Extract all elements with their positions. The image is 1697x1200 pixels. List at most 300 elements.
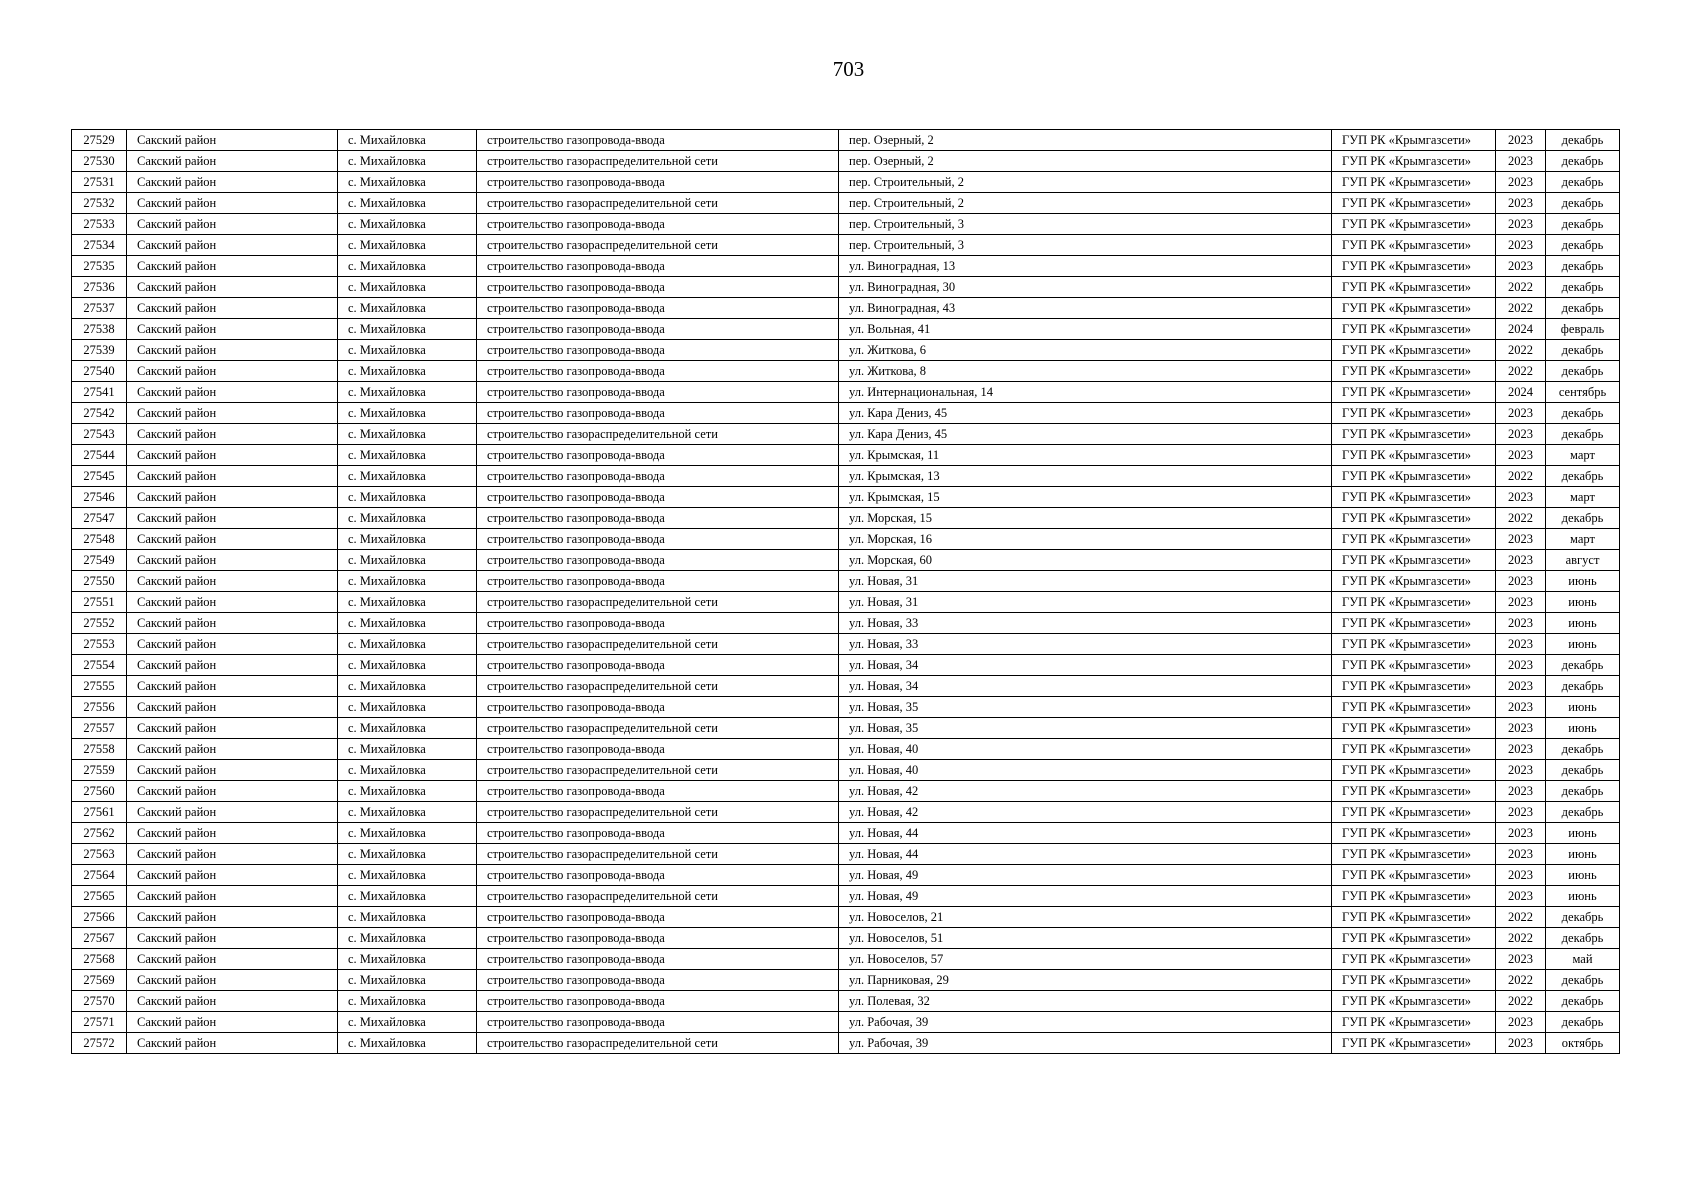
operator-cell: ГУП РК «Крымгазсети» <box>1332 256 1496 277</box>
settlement-cell: с. Михайловка <box>338 361 477 382</box>
year-cell: 2023 <box>1496 949 1546 970</box>
district-cell: Сакский район <box>127 823 338 844</box>
district-cell: Сакский район <box>127 571 338 592</box>
table-row <box>72 655 1620 676</box>
month-cell: март <box>1546 529 1620 550</box>
month-cell: декабрь <box>1546 130 1620 151</box>
work-type-cell: строительство газораспределительной сети <box>477 424 839 445</box>
district-cell: Сакский район <box>127 865 338 886</box>
year-cell: 2023 <box>1496 403 1546 424</box>
work-type-cell: строительство газопровода-ввода <box>477 277 839 298</box>
year-cell: 2023 <box>1496 445 1546 466</box>
table-row <box>72 130 1620 151</box>
address-cell: ул. Парниковая, 29 <box>839 970 1332 991</box>
settlement-cell: с. Михайловка <box>338 949 477 970</box>
district-cell: Сакский район <box>127 697 338 718</box>
address-cell: ул. Крымская, 13 <box>839 466 1332 487</box>
table-row <box>72 193 1620 214</box>
row-number-cell: 27531 <box>72 172 127 193</box>
work-type-cell: строительство газораспределительной сети <box>477 235 839 256</box>
month-cell: июнь <box>1546 865 1620 886</box>
year-cell: 2022 <box>1496 508 1546 529</box>
address-cell: ул. Новая, 42 <box>839 781 1332 802</box>
address-cell: ул. Новая, 49 <box>839 865 1332 886</box>
operator-cell: ГУП РК «Крымгазсети» <box>1332 235 1496 256</box>
operator-cell: ГУП РК «Крымгазсети» <box>1332 487 1496 508</box>
settlement-cell: с. Михайловка <box>338 193 477 214</box>
work-type-cell: строительство газопровода-ввода <box>477 907 839 928</box>
district-cell: Сакский район <box>127 991 338 1012</box>
address-cell: ул. Новая, 40 <box>839 739 1332 760</box>
row-number-cell: 27564 <box>72 865 127 886</box>
operator-cell: ГУП РК «Крымгазсети» <box>1332 655 1496 676</box>
row-number-cell: 27561 <box>72 802 127 823</box>
gasification-registry-table <box>71 129 1620 1054</box>
operator-cell: ГУП РК «Крымгазсети» <box>1332 592 1496 613</box>
month-cell: декабрь <box>1546 235 1620 256</box>
table-row <box>72 970 1620 991</box>
row-number-cell: 27548 <box>72 529 127 550</box>
row-number-cell: 27557 <box>72 718 127 739</box>
address-cell: ул. Виноградная, 43 <box>839 298 1332 319</box>
settlement-cell: с. Михайловка <box>338 823 477 844</box>
district-cell: Сакский район <box>127 592 338 613</box>
work-type-cell: строительство газораспределительной сети <box>477 634 839 655</box>
year-cell: 2023 <box>1496 823 1546 844</box>
work-type-cell: строительство газораспределительной сети <box>477 802 839 823</box>
address-cell: пер. Озерный, 2 <box>839 151 1332 172</box>
work-type-cell: строительство газопровода-ввода <box>477 991 839 1012</box>
year-cell: 2023 <box>1496 193 1546 214</box>
operator-cell: ГУП РК «Крымгазсети» <box>1332 361 1496 382</box>
row-number-cell: 27562 <box>72 823 127 844</box>
row-number-cell: 27571 <box>72 1012 127 1033</box>
month-cell: июнь <box>1546 592 1620 613</box>
year-cell: 2023 <box>1496 655 1546 676</box>
year-cell: 2023 <box>1496 214 1546 235</box>
district-cell: Сакский район <box>127 214 338 235</box>
operator-cell: ГУП РК «Крымгазсети» <box>1332 466 1496 487</box>
row-number-cell: 27559 <box>72 760 127 781</box>
work-type-cell: строительство газопровода-ввода <box>477 697 839 718</box>
address-cell: ул. Полевая, 32 <box>839 991 1332 1012</box>
district-cell: Сакский район <box>127 970 338 991</box>
year-cell: 2023 <box>1496 172 1546 193</box>
month-cell: август <box>1546 550 1620 571</box>
settlement-cell: с. Михайловка <box>338 130 477 151</box>
operator-cell: ГУП РК «Крымгазсети» <box>1332 697 1496 718</box>
address-cell: ул. Морская, 60 <box>839 550 1332 571</box>
settlement-cell: с. Михайловка <box>338 382 477 403</box>
work-type-cell: строительство газопровода-ввода <box>477 298 839 319</box>
table-row <box>72 865 1620 886</box>
year-cell: 2023 <box>1496 634 1546 655</box>
settlement-cell: с. Михайловка <box>338 529 477 550</box>
district-cell: Сакский район <box>127 928 338 949</box>
work-type-cell: строительство газопровода-ввода <box>477 655 839 676</box>
table-row <box>72 634 1620 655</box>
district-cell: Сакский район <box>127 634 338 655</box>
row-number-cell: 27568 <box>72 949 127 970</box>
operator-cell: ГУП РК «Крымгазсети» <box>1332 571 1496 592</box>
month-cell: декабрь <box>1546 1012 1620 1033</box>
operator-cell: ГУП РК «Крымгазсети» <box>1332 172 1496 193</box>
address-cell: ул. Виноградная, 30 <box>839 277 1332 298</box>
address-cell: ул. Интернациональная, 14 <box>839 382 1332 403</box>
table-row <box>72 592 1620 613</box>
year-cell: 2024 <box>1496 319 1546 340</box>
work-type-cell: строительство газопровода-ввода <box>477 865 839 886</box>
month-cell: март <box>1546 445 1620 466</box>
work-type-cell: строительство газораспределительной сети <box>477 718 839 739</box>
table-row <box>72 676 1620 697</box>
year-cell: 2023 <box>1496 886 1546 907</box>
month-cell: декабрь <box>1546 277 1620 298</box>
work-type-cell: строительство газопровода-ввода <box>477 550 839 571</box>
table-row <box>72 760 1620 781</box>
table-row <box>72 907 1620 928</box>
table-row <box>72 529 1620 550</box>
table-row <box>72 487 1620 508</box>
year-cell: 2023 <box>1496 697 1546 718</box>
operator-cell: ГУП РК «Крымгазсети» <box>1332 865 1496 886</box>
month-cell: декабрь <box>1546 928 1620 949</box>
month-cell: декабрь <box>1546 361 1620 382</box>
month-cell: июнь <box>1546 718 1620 739</box>
table-row <box>72 802 1620 823</box>
table-row <box>72 1033 1620 1054</box>
table-row <box>72 550 1620 571</box>
work-type-cell: строительство газораспределительной сети <box>477 193 839 214</box>
year-cell: 2023 <box>1496 151 1546 172</box>
row-number-cell: 27546 <box>72 487 127 508</box>
operator-cell: ГУП РК «Крымгазсети» <box>1332 739 1496 760</box>
year-cell: 2022 <box>1496 298 1546 319</box>
settlement-cell: с. Михайловка <box>338 676 477 697</box>
row-number-cell: 27554 <box>72 655 127 676</box>
settlement-cell: с. Михайловка <box>338 340 477 361</box>
address-cell: ул. Новоселов, 21 <box>839 907 1332 928</box>
address-cell: ул. Новая, 42 <box>839 802 1332 823</box>
work-type-cell: строительство газопровода-ввода <box>477 256 839 277</box>
district-cell: Сакский район <box>127 802 338 823</box>
settlement-cell: с. Михайловка <box>338 781 477 802</box>
year-cell: 2023 <box>1496 130 1546 151</box>
table-body <box>72 130 1620 1054</box>
address-cell: ул. Крымская, 15 <box>839 487 1332 508</box>
settlement-cell: с. Михайловка <box>338 424 477 445</box>
month-cell: декабрь <box>1546 907 1620 928</box>
district-cell: Сакский район <box>127 718 338 739</box>
table-row <box>72 697 1620 718</box>
table-row <box>72 949 1620 970</box>
district-cell: Сакский район <box>127 193 338 214</box>
table-row <box>72 298 1620 319</box>
address-cell: ул. Новая, 34 <box>839 655 1332 676</box>
month-cell: декабрь <box>1546 340 1620 361</box>
row-number-cell: 27543 <box>72 424 127 445</box>
settlement-cell: с. Михайловка <box>338 1012 477 1033</box>
table-row <box>72 319 1620 340</box>
address-cell: ул. Морская, 16 <box>839 529 1332 550</box>
work-type-cell: строительство газопровода-ввода <box>477 949 839 970</box>
year-cell: 2022 <box>1496 466 1546 487</box>
year-cell: 2023 <box>1496 235 1546 256</box>
district-cell: Сакский район <box>127 466 338 487</box>
work-type-cell: строительство газораспределительной сети <box>477 1033 839 1054</box>
month-cell: декабрь <box>1546 298 1620 319</box>
work-type-cell: строительство газопровода-ввода <box>477 970 839 991</box>
month-cell: июнь <box>1546 886 1620 907</box>
year-cell: 2023 <box>1496 256 1546 277</box>
district-cell: Сакский район <box>127 487 338 508</box>
operator-cell: ГУП РК «Крымгазсети» <box>1332 424 1496 445</box>
year-cell: 2023 <box>1496 760 1546 781</box>
row-number-cell: 27556 <box>72 697 127 718</box>
work-type-cell: строительство газопровода-ввода <box>477 928 839 949</box>
table-row <box>72 466 1620 487</box>
row-number-cell: 27540 <box>72 361 127 382</box>
work-type-cell: строительство газопровода-ввода <box>477 1012 839 1033</box>
settlement-cell: с. Михайловка <box>338 235 477 256</box>
district-cell: Сакский район <box>127 613 338 634</box>
row-number-cell: 27567 <box>72 928 127 949</box>
work-type-cell: строительство газораспределительной сети <box>477 886 839 907</box>
district-cell: Сакский район <box>127 340 338 361</box>
settlement-cell: с. Михайловка <box>338 718 477 739</box>
operator-cell: ГУП РК «Крымгазсети» <box>1332 949 1496 970</box>
settlement-cell: с. Михайловка <box>338 445 477 466</box>
district-cell: Сакский район <box>127 508 338 529</box>
row-number-cell: 27533 <box>72 214 127 235</box>
work-type-cell: строительство газопровода-ввода <box>477 487 839 508</box>
address-cell: ул. Рабочая, 39 <box>839 1033 1332 1054</box>
address-cell: ул. Рабочая, 39 <box>839 1012 1332 1033</box>
month-cell: декабрь <box>1546 508 1620 529</box>
district-cell: Сакский район <box>127 256 338 277</box>
month-cell: декабрь <box>1546 193 1620 214</box>
year-cell: 2023 <box>1496 613 1546 634</box>
year-cell: 2023 <box>1496 571 1546 592</box>
address-cell: ул. Новая, 35 <box>839 697 1332 718</box>
settlement-cell: с. Михайловка <box>338 760 477 781</box>
settlement-cell: с. Михайловка <box>338 886 477 907</box>
table-row <box>72 781 1620 802</box>
month-cell: сентябрь <box>1546 382 1620 403</box>
table-row <box>72 361 1620 382</box>
row-number-cell: 27539 <box>72 340 127 361</box>
settlement-cell: с. Михайловка <box>338 970 477 991</box>
settlement-cell: с. Михайловка <box>338 613 477 634</box>
work-type-cell: строительство газопровода-ввода <box>477 340 839 361</box>
row-number-cell: 27534 <box>72 235 127 256</box>
settlement-cell: с. Михайловка <box>338 508 477 529</box>
month-cell: февраль <box>1546 319 1620 340</box>
table-row <box>72 508 1620 529</box>
year-cell: 2023 <box>1496 865 1546 886</box>
work-type-cell: строительство газопровода-ввода <box>477 172 839 193</box>
year-cell: 2022 <box>1496 928 1546 949</box>
district-cell: Сакский район <box>127 445 338 466</box>
operator-cell: ГУП РК «Крымгазсети» <box>1332 298 1496 319</box>
operator-cell: ГУП РК «Крымгазсети» <box>1332 508 1496 529</box>
work-type-cell: строительство газопровода-ввода <box>477 130 839 151</box>
row-number-cell: 27535 <box>72 256 127 277</box>
row-number-cell: 27547 <box>72 508 127 529</box>
work-type-cell: строительство газопровода-ввода <box>477 214 839 235</box>
district-cell: Сакский район <box>127 655 338 676</box>
operator-cell: ГУП РК «Крымгазсети» <box>1332 1033 1496 1054</box>
month-cell: июнь <box>1546 697 1620 718</box>
district-cell: Сакский район <box>127 130 338 151</box>
work-type-cell: строительство газопровода-ввода <box>477 613 839 634</box>
row-number-cell: 27549 <box>72 550 127 571</box>
row-number-cell: 27529 <box>72 130 127 151</box>
district-cell: Сакский район <box>127 151 338 172</box>
district-cell: Сакский район <box>127 844 338 865</box>
table-row <box>72 991 1620 1012</box>
work-type-cell: строительство газопровода-ввода <box>477 382 839 403</box>
settlement-cell: с. Михайловка <box>338 592 477 613</box>
row-number-cell: 27565 <box>72 886 127 907</box>
row-number-cell: 27538 <box>72 319 127 340</box>
address-cell: пер. Строительный, 2 <box>839 172 1332 193</box>
address-cell: пер. Строительный, 3 <box>839 214 1332 235</box>
work-type-cell: строительство газопровода-ввода <box>477 529 839 550</box>
month-cell: июнь <box>1546 634 1620 655</box>
year-cell: 2023 <box>1496 550 1546 571</box>
district-cell: Сакский район <box>127 760 338 781</box>
operator-cell: ГУП РК «Крымгазсети» <box>1332 382 1496 403</box>
year-cell: 2022 <box>1496 277 1546 298</box>
operator-cell: ГУП РК «Крымгазсети» <box>1332 886 1496 907</box>
table-row <box>72 424 1620 445</box>
row-number-cell: 27563 <box>72 844 127 865</box>
row-number-cell: 27536 <box>72 277 127 298</box>
work-type-cell: строительство газопровода-ввода <box>477 508 839 529</box>
work-type-cell: строительство газораспределительной сети <box>477 844 839 865</box>
address-cell: ул. Морская, 15 <box>839 508 1332 529</box>
month-cell: декабрь <box>1546 403 1620 424</box>
settlement-cell: с. Михайловка <box>338 697 477 718</box>
year-cell: 2023 <box>1496 802 1546 823</box>
month-cell: март <box>1546 487 1620 508</box>
settlement-cell: с. Михайловка <box>338 571 477 592</box>
month-cell: декабрь <box>1546 172 1620 193</box>
table-row <box>72 928 1620 949</box>
row-number-cell: 27550 <box>72 571 127 592</box>
work-type-cell: строительство газопровода-ввода <box>477 445 839 466</box>
month-cell: декабрь <box>1546 256 1620 277</box>
month-cell: июнь <box>1546 823 1620 844</box>
operator-cell: ГУП РК «Крымгазсети» <box>1332 130 1496 151</box>
month-cell: декабрь <box>1546 214 1620 235</box>
month-cell: декабрь <box>1546 802 1620 823</box>
district-cell: Сакский район <box>127 1033 338 1054</box>
district-cell: Сакский район <box>127 382 338 403</box>
work-type-cell: строительство газопровода-ввода <box>477 361 839 382</box>
row-number-cell: 27555 <box>72 676 127 697</box>
month-cell: июнь <box>1546 571 1620 592</box>
district-cell: Сакский район <box>127 886 338 907</box>
address-cell: ул. Новоселов, 57 <box>839 949 1332 970</box>
address-cell: ул. Крымская, 11 <box>839 445 1332 466</box>
settlement-cell: с. Михайловка <box>338 1033 477 1054</box>
address-cell: ул. Виноградная, 13 <box>839 256 1332 277</box>
address-cell: ул. Новая, 33 <box>839 613 1332 634</box>
settlement-cell: с. Михайловка <box>338 466 477 487</box>
address-cell: ул. Новая, 44 <box>839 844 1332 865</box>
work-type-cell: строительство газопровода-ввода <box>477 319 839 340</box>
year-cell: 2024 <box>1496 382 1546 403</box>
row-number-cell: 27541 <box>72 382 127 403</box>
work-type-cell: строительство газопровода-ввода <box>477 466 839 487</box>
month-cell: декабрь <box>1546 760 1620 781</box>
district-cell: Сакский район <box>127 907 338 928</box>
district-cell: Сакский район <box>127 403 338 424</box>
settlement-cell: с. Михайловка <box>338 277 477 298</box>
settlement-cell: с. Михайловка <box>338 151 477 172</box>
row-number-cell: 27558 <box>72 739 127 760</box>
operator-cell: ГУП РК «Крымгазсети» <box>1332 319 1496 340</box>
work-type-cell: строительство газопровода-ввода <box>477 739 839 760</box>
row-number-cell: 27566 <box>72 907 127 928</box>
operator-cell: ГУП РК «Крымгазсети» <box>1332 991 1496 1012</box>
settlement-cell: с. Михайловка <box>338 487 477 508</box>
settlement-cell: с. Михайловка <box>338 802 477 823</box>
month-cell: декабрь <box>1546 466 1620 487</box>
year-cell: 2023 <box>1496 1012 1546 1033</box>
address-cell: ул. Новая, 49 <box>839 886 1332 907</box>
table-row <box>72 256 1620 277</box>
address-cell: ул. Новая, 35 <box>839 718 1332 739</box>
operator-cell: ГУП РК «Крымгазсети» <box>1332 445 1496 466</box>
table-row <box>72 739 1620 760</box>
district-cell: Сакский район <box>127 676 338 697</box>
table-row <box>72 886 1620 907</box>
operator-cell: ГУП РК «Крымгазсети» <box>1332 718 1496 739</box>
operator-cell: ГУП РК «Крымгазсети» <box>1332 277 1496 298</box>
month-cell: декабрь <box>1546 781 1620 802</box>
settlement-cell: с. Михайловка <box>338 844 477 865</box>
year-cell: 2022 <box>1496 340 1546 361</box>
month-cell: май <box>1546 949 1620 970</box>
operator-cell: ГУП РК «Крымгазсети» <box>1332 1012 1496 1033</box>
address-cell: ул. Новая, 34 <box>839 676 1332 697</box>
page-number: 703 <box>832 57 865 81</box>
settlement-cell: с. Михайловка <box>338 634 477 655</box>
year-cell: 2023 <box>1496 424 1546 445</box>
operator-cell: ГУП РК «Крымгазсети» <box>1332 676 1496 697</box>
row-number-cell: 27569 <box>72 970 127 991</box>
district-cell: Сакский район <box>127 361 338 382</box>
settlement-cell: с. Михайловка <box>338 550 477 571</box>
row-number-cell: 27537 <box>72 298 127 319</box>
table-row <box>72 214 1620 235</box>
operator-cell: ГУП РК «Крымгазсети» <box>1332 193 1496 214</box>
district-cell: Сакский район <box>127 1012 338 1033</box>
row-number-cell: 27530 <box>72 151 127 172</box>
table-row <box>72 823 1620 844</box>
address-cell: ул. Новая, 33 <box>839 634 1332 655</box>
operator-cell: ГУП РК «Крымгазсети» <box>1332 760 1496 781</box>
settlement-cell: с. Михайловка <box>338 991 477 1012</box>
month-cell: декабрь <box>1546 655 1620 676</box>
row-number-cell: 27532 <box>72 193 127 214</box>
operator-cell: ГУП РК «Крымгазсети» <box>1332 214 1496 235</box>
operator-cell: ГУП РК «Крымгазсети» <box>1332 613 1496 634</box>
address-cell: ул. Кара Дениз, 45 <box>839 403 1332 424</box>
